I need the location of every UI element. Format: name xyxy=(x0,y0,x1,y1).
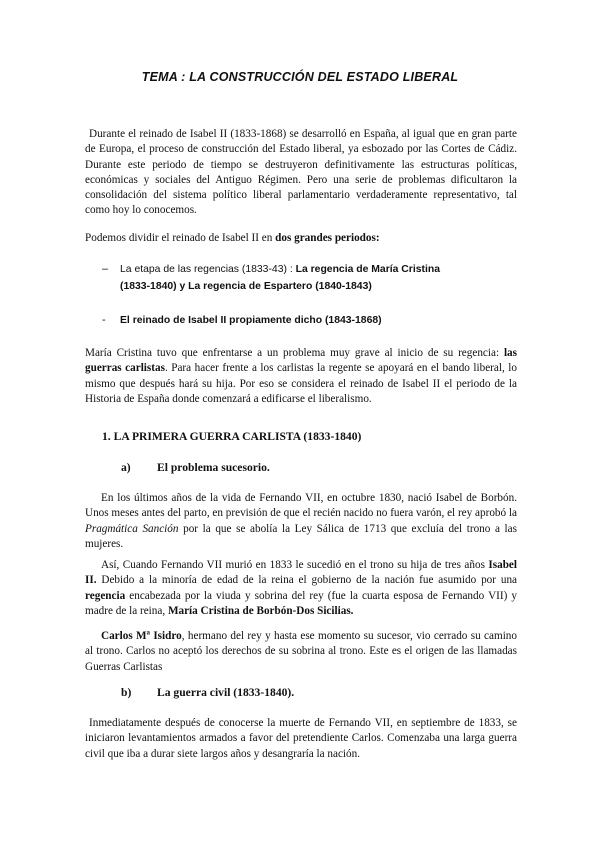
maria-text-2: . Para hacer frente a los carlistas la regente se apoyará en el bando liberal, lo mismo que después hará su hija. Por eso se considera el reinado de Isabel II el periodo de la Historia de España donde comenzará a edificarse el liberalismo. xyxy=(85,362,517,405)
carlos-paragraph xyxy=(85,629,517,675)
final-paragraph: Inmediatamente después de conocerse la muerte de Fernando VII, en septiembre de 1833, se iniciaron levantamientos armados a favor del pretendiente Carlos. Comenzaba una larga guerra civil que iba a durar siete largos años y desangraría la nación. xyxy=(85,717,517,760)
bullet-1-marker: – xyxy=(102,263,109,275)
fernando-paragraph xyxy=(85,491,517,552)
bullet-2-marker: - xyxy=(102,314,106,326)
periods-intro-paragraph xyxy=(85,231,517,246)
intro-paragraph: Durante el reinado de Isabel II (1833-1868) se desarrolló en España, al igual que en gran parte de Europa, el proceso de construcción del Estado liberal, ya esbozado por las Cortes de Cádiz. Durante este periodo de tiempo se destruyeron definitivamente las estructuras políticas, económicas y sociales del Antiguo Régimen. Pero una serie de problemas dificultaron la consolidación del sistema político liberal parlamentario verdaderamente representativo, tal como hoy lo conocemos. xyxy=(85,128,517,217)
maria-cristina-paragraph xyxy=(85,346,517,407)
periods-intro-text: Podemos dividir el reinado de Isabel II en xyxy=(85,232,276,244)
asi-bold-2: regencia xyxy=(85,589,126,602)
asi-paragraph xyxy=(85,558,517,619)
bullet-2-bold: El reinado de Isabel II propiamente dicho (1843-1868) xyxy=(120,315,382,326)
carlos-bold: Carlos Mª Isidro xyxy=(101,630,182,642)
bullet-1-bold-b: (1833-1840) y La regencia de Espartero (1840-1843) xyxy=(120,281,372,292)
bullet-1-bold-a: La regencia de María Cristina xyxy=(295,264,440,275)
bullet-1 xyxy=(120,261,520,295)
carlos-text: , hermano del rey y hasta ese momento su sucesor, vio cerrado su camino al trono. Carlos no aceptó los derechos de su sobrina al trono. Este es el origen de las llamadas Guerras Carlistas xyxy=(85,630,517,673)
document-title: TEMA : LA CONSTRUCCIÓN DEL ESTADO LIBERAL xyxy=(141,70,459,84)
periods-intro-bold: dos grandes periodos: xyxy=(275,232,380,244)
section-1-heading: 1. LA PRIMERA GUERRA CARLISTA (1833-1840) xyxy=(102,430,362,443)
subsection-a-letter: a) xyxy=(121,461,131,474)
fernando-text-1: En los últimos años de la vida de Fernando VII, en octubre 1830, nació Isabel de Borbón. Unos meses antes del parto, en previsión de que el recién nacido no fuera varón, el rey aprobó la xyxy=(85,492,517,520)
asi-text-3: encabezada por la viuda y sobrina del rey (fue la cuarta esposa de Fernando VII) y madre de la reina, xyxy=(85,589,517,617)
asi-bold-3: María Cristina de Borbón-Dos Sicilias. xyxy=(167,604,354,617)
asi-text-1: Así, Cuando Fernando VII murió en 1833 le sucedió en el trono su hija de tres años xyxy=(101,559,489,571)
maria-bold: las guerras carlistas xyxy=(85,347,517,375)
asi-bold-1: Isabel II. xyxy=(85,559,517,587)
fernando-italic: Pragmática Sanción xyxy=(85,522,179,535)
subsection-b-title: La guerra civil (1833-1840). xyxy=(157,686,295,699)
bullet-1-text: La etapa de las regencias (1833-43) : xyxy=(120,264,296,275)
bullet-2 xyxy=(120,312,520,329)
maria-text-1: María Cristina tuvo que enfrentarse a un problema muy grave al inicio de su regencia: xyxy=(85,347,504,359)
fernando-text-2: por la que se abolía la Ley Sálica de 1713 que excluía del trono a las mujeres. xyxy=(85,522,517,550)
subsection-a-title: El problema sucesorio. xyxy=(157,461,270,474)
asi-text-2: Debido a la minoría de edad de la reina el gobierno de la nación fue asumido por una xyxy=(96,574,517,587)
subsection-b-letter: b) xyxy=(121,686,132,699)
